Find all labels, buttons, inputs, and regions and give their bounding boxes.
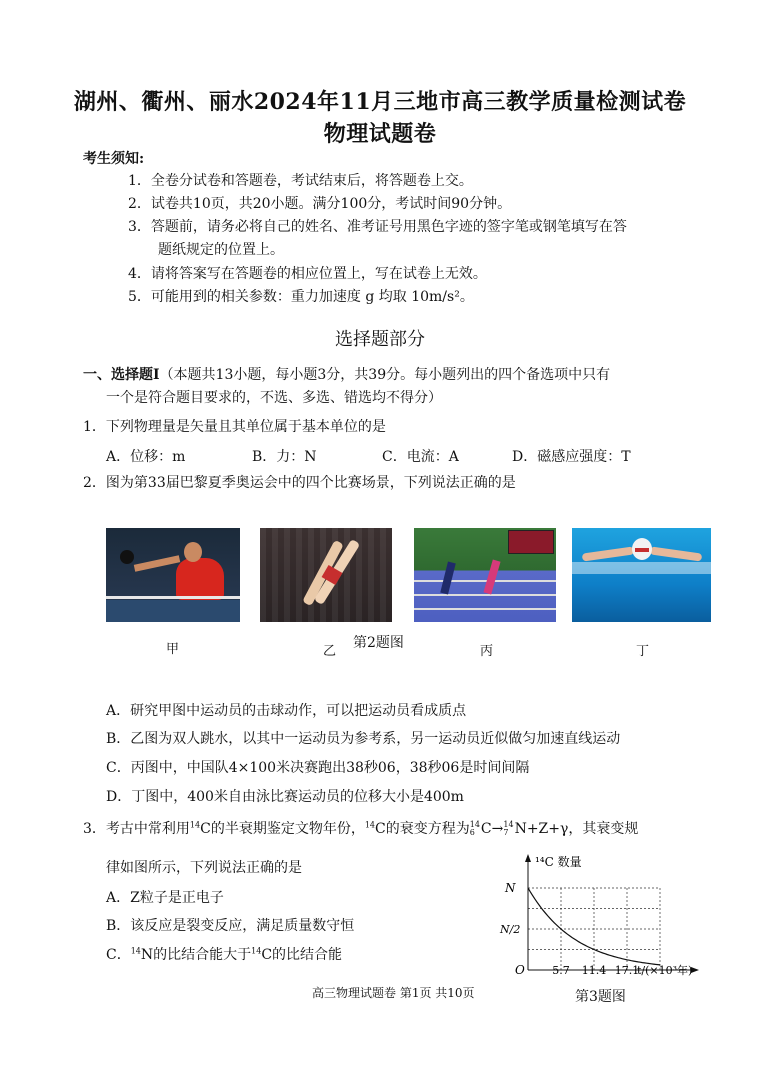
part1-heading: 一、选择题Ⅰ (83, 367, 160, 383)
q1-option-a: A．位移：m (106, 449, 186, 465)
q3-stem-b: 的半衰期鉴定文物年份， (210, 821, 365, 837)
y-tick-half: N/2 (500, 923, 521, 936)
notice-item-2: 2．试卷共10页，共20小题。满分100分，考试时间90分钟。 (128, 196, 512, 212)
q3-stem-c: 的衰变方程为 (385, 821, 470, 837)
photo-sprint (414, 528, 556, 622)
origin-label: O (515, 963, 525, 977)
q3-equation (470, 820, 639, 838)
y-axis-label: ¹⁴C 数量 (535, 855, 582, 869)
chart-grid (528, 888, 660, 970)
photo-table-tennis (106, 528, 240, 622)
notice-item-3: 3．答题前，请务必将自己的姓名、准考证号用黑色字迹的签字笔或钢笔填写在答 (128, 219, 627, 235)
notice-item-5: 5．可能用到的相关参数：重力加速度 g 均取 10m/s²。 (128, 289, 474, 305)
notice-item-4: 4．请将答案写在答题卷的相应位置上，写在试卷上无效。 (128, 266, 487, 282)
q3-mass-number-2: 14 (364, 820, 376, 830)
decay-chart (495, 852, 710, 980)
y-tick-n: N (505, 881, 516, 895)
q3-carbon-2: C (375, 821, 386, 837)
q1-option-b: B．力：N (252, 449, 317, 465)
q3-carbon: C (200, 821, 211, 837)
x-tick: 11.4 (581, 964, 607, 977)
q3-stem-d: 律如图所示，下列说法正确的是 (106, 860, 302, 876)
q3-option-b: B．该反应是裂变反应，满足质量数守恒 (106, 918, 355, 934)
page-footer: 高三物理试题卷 第1页 共10页 (312, 986, 475, 1000)
q2-option-a: A．研究甲图中运动员的击球动作，可以把运动员看成质点 (106, 703, 467, 719)
photo-label-jia: 甲 (166, 642, 180, 657)
q2-option-b: B．乙图为双人跳水，以其中一运动员为参考系，另一运动员近似做匀加速直线运动 (106, 731, 621, 747)
q3-option-c (106, 944, 342, 964)
eq-c-mass: 14 (469, 820, 480, 829)
eq-c: C (480, 821, 492, 837)
photo-label-bing: 丙 (480, 644, 494, 659)
eq-arrow: → (491, 821, 504, 837)
q1-stem: 1．下列物理量是矢量且其单位属于基本单位的是 (83, 419, 386, 435)
q3-figure-caption: 第3题图 (575, 989, 626, 1005)
q3-optc-mass: 14 (130, 946, 141, 956)
eq-c-z: 6 (469, 828, 475, 837)
q3-stem-a: 3．考古中常利用 (83, 821, 190, 837)
q3-optc-a: N的比结合能大于 (140, 947, 252, 963)
eq-n-mass: 14 (503, 820, 514, 829)
q2-figure-caption: 第2题图 (353, 635, 404, 651)
q1-option-d: D．磁感应强度：T (512, 449, 631, 465)
photo-label-ding: 丁 (636, 644, 650, 659)
photo-label-yi: 乙 (323, 644, 337, 659)
x-tick: 17.1 (614, 964, 640, 977)
part1-intro (83, 366, 610, 384)
notice-heading: 考生须知: (83, 151, 145, 167)
exam-title: 湖州、衢州、丽水2024年11月三地市高三教学质量检测试卷 (73, 89, 687, 115)
x-axis-label: t/(×10³年) (637, 964, 693, 977)
q3-mass-number: 14 (189, 820, 201, 830)
q3-option-a: A．Z粒子是正电子 (106, 890, 224, 906)
q3-optc-mass-2: 14 (251, 946, 262, 956)
q1-option-c: C．电流：A (382, 449, 459, 465)
part1-intro-b: 一个是符合题目要求的，不选、多选、错选均不得分） (106, 390, 442, 406)
photo-swimming (572, 528, 711, 622)
photo-diving (260, 528, 392, 622)
q3-stem (83, 820, 638, 838)
x-tick: 5.7 (552, 964, 570, 977)
notice-item-1: 1．全卷分试卷和答题卷，考试结束后，将答题卷上交。 (128, 173, 473, 189)
section-title: 选择题部分 (335, 329, 425, 350)
part1-intro-a: （本题共13小题，每小题3分，共39分。每小题列出的四个备选项中只有 (159, 367, 611, 383)
q3-option-c-label: C． (106, 947, 131, 963)
eq-rest: +Z+γ，其衰变规 (526, 821, 639, 837)
q2-option-c: C．丙图中，中国队4×100米决赛跑出38秒06，38秒06是时间间隔 (106, 760, 530, 776)
eq-n-z: 7 (503, 828, 509, 837)
exam-subtitle: 物理试题卷 (323, 121, 437, 147)
notice-item-3-cont: 题纸规定的位置上。 (158, 242, 284, 258)
y-axis-arrow (525, 854, 531, 862)
eq-n: N (514, 821, 527, 837)
q2-option-d: D．丁图中，400米自由泳比赛运动员的位移大小是400m (106, 789, 464, 805)
q2-stem: 2．图为第33届巴黎夏季奥运会中的四个比赛场景，下列说法正确的是 (83, 475, 516, 491)
q3-optc-b: C的比结合能 (261, 947, 343, 963)
